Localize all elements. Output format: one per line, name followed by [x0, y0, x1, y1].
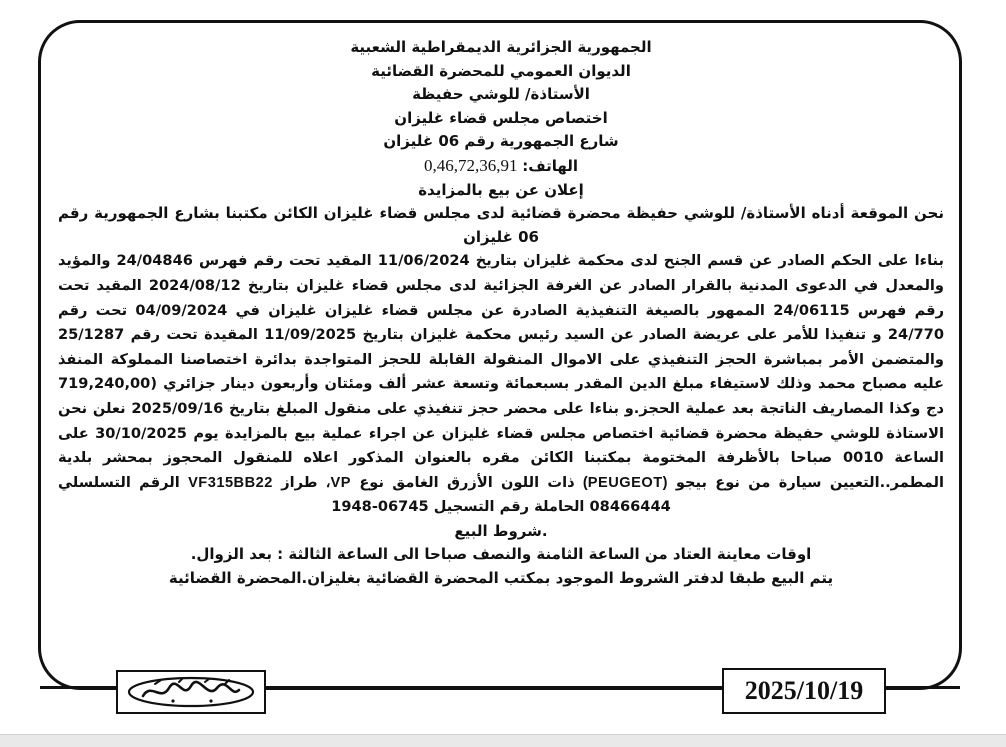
notice-body [58, 249, 944, 520]
newspaper-logo [116, 670, 266, 714]
bailiff-name: الأستاذة/ للوشي حفيظة [412, 85, 590, 104]
footer-rule-left [40, 686, 116, 689]
car-color-text: ذات اللون الأزرق الغامق نوع [359, 473, 575, 491]
jurisdiction-line: اختصاص مجلس قضاء غليزان [394, 108, 608, 127]
phone-number: 0,46,72,36,91 [423, 155, 518, 175]
footer-rule-right [886, 686, 960, 689]
phone-line [58, 154, 944, 179]
republic-heading: الجمهورية الجزائرية الديمقراطية الشعبية [350, 38, 652, 56]
conditions-title: .شروط البيع [454, 521, 548, 540]
serial-value: 08466444 [589, 498, 671, 516]
bottom-scroll-strip [0, 734, 1006, 747]
inspection-hours: اوقات معاينة العتاد من الساعة الثامنة والنصف صباحا الى الساعة الثالثة : بعد الزوال. [190, 545, 812, 564]
specifications-line: يتم البيع طبقا لدفتر الشروط الموجود بمكتب المحضرة القضائية بغليزان.المحضرة القضائية [168, 569, 834, 588]
office-heading: الديوان العمومي للمحضرة القضائية [371, 61, 631, 80]
model-label: طراز [281, 473, 318, 491]
body-main-text: بناءا على الحكم الصادر عن قسم الجنح لدى محكمة غليزان بتاريخ 11/06/2024 المقيد تحت رقم فهرس 24/04846 والمؤيد والمعدل في الدعوى المدنية بالقرار الصادر عن الغرفة الجزائية لدى مجلس قضاء غليزان بتاريخ 2024/08/12 المقيد تحت رقم فهرس 24/06115 الممهور بالصيغة التنفيذية الصادرة عن مجلس قضاء غليزان غليزان في 04/09/2024 تحت رقم 24/770 و تنفيذا للأمر على عريضة الصادر عن السيد رئيس محكمة غليزان بتاريخ 11/09/2025 المقيدة تحت رقم 25/1287 والمتضمن الأمر بمباشرة الحجز التنفيذي على الاموال المنقولة القابلة للحجز المتواجدة بدائرة اختصاصنا المملوكة المنفذ عليه مصباح محمد وذلك لاستيفاء مبلغ الدين المقدر بسبعمائة وتسعة عشر ألف ومئتان وأربعون دينار جزائري (719,240,00 دج وكذا المصاريف الناتجة بعد عملية الحجز.و بناءا على محضر حجز تنفيذي على منقول المبلغ بتاريخ 2025/09/16 نعلن نحن الاستاذة للوشي حفيظة محضرة قضائية اختصاص مجلس قضاء غليزان عن اجراء عملية بيع بالمزايدة يوم 30/10/2025 على الساعة 0010 صباحا بالأظرفة المختومة بمكتبنا الكائن مقره بالعنوان المذكور اعلاه للمنقول المحجوز بمحشر بلدية المطمر..التعيين سيارة من نوع بيجو [58, 252, 944, 491]
intro-paragraph: نحن الموقعة أدناه الأستاذة/ للوشي حفيظة محضرة قضائية لدى مجلس قضاء غليزان الكائن مكتبنا بشارع الجمهورية رقم 06 غليزان [58, 204, 944, 246]
footer-rule-middle [266, 686, 722, 689]
car-brand: (PEUGEOT) [582, 474, 668, 491]
address-line: شارع الجمهورية رقم 06 غليزان [383, 132, 619, 151]
notice-title: إعلان عن بيع بالمزايدة [418, 180, 584, 199]
registration-value: 1948-06745 [331, 498, 429, 516]
car-type: VP، [325, 474, 351, 491]
newspaper-logo-icon [121, 674, 261, 710]
model-value: VF315BB22 [188, 474, 273, 491]
serial-label: الرقم التسلسلي [58, 473, 180, 491]
registration-label: الحاملة رقم التسجيل [433, 498, 585, 516]
publication-date: 2025/10/19 [722, 668, 886, 714]
phone-label: الهاتف: [522, 156, 579, 175]
legal-notice [58, 36, 944, 636]
